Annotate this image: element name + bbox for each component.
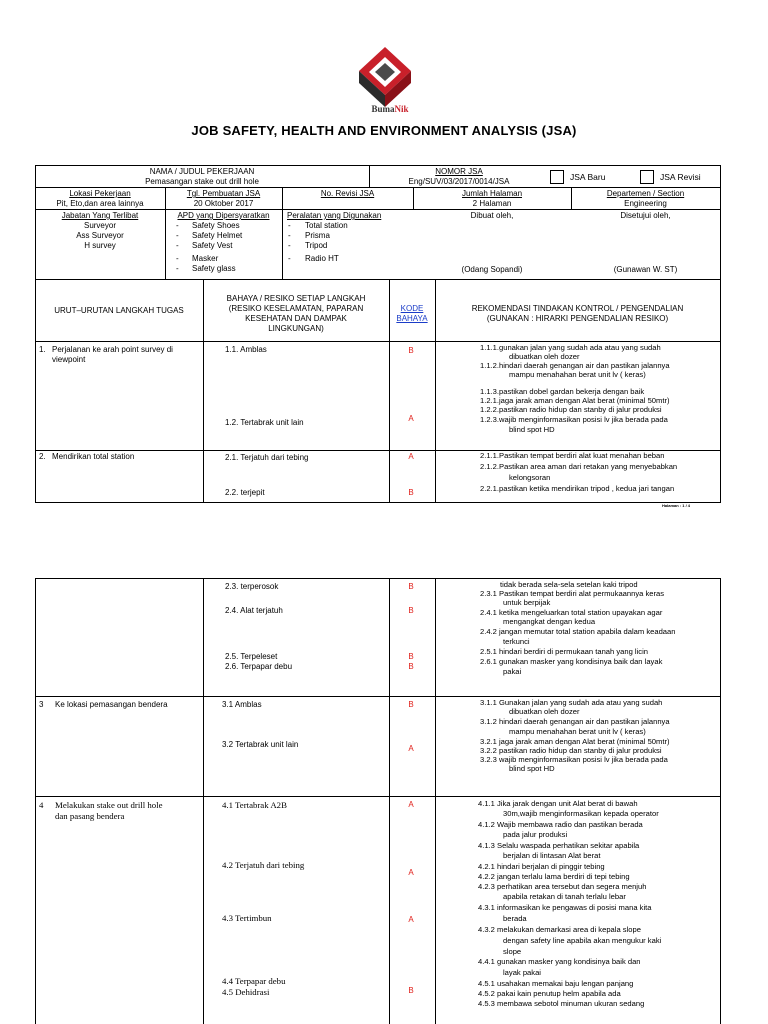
rec-line: 4.1.3 Selalu waspada perhatikan sekitar apabila <box>478 841 640 850</box>
disetujui-label: Disetujui oleh, <box>620 211 671 220</box>
peralatan-bullet: - <box>288 231 291 240</box>
peralatan-bullet: - <box>288 221 291 230</box>
rec-line: 2.4.1 ketika mengeluarkan total station upayakan agar <box>480 608 663 617</box>
rec-line: 4.4.1 gunakan masker yang kondisinya baik dan <box>478 957 641 966</box>
apd-item: Safety Vest <box>192 241 233 250</box>
hazard-item: 1.2. Tertabrak unit lain <box>225 418 304 427</box>
apd-item: Safety Shoes <box>192 221 240 230</box>
halaman-value: 2 Halaman <box>472 199 512 208</box>
hazard-code: A <box>408 868 414 877</box>
hazard-code: B <box>408 652 414 661</box>
rec-line: pada jalur produksi <box>503 830 568 839</box>
rec-line: dibuatkan oleh dozer <box>509 707 580 716</box>
hazard-code: B <box>408 700 414 709</box>
apd-label: APD yang Dipersyaratkan <box>177 211 270 220</box>
rec-line: 1.1.1.gunakan jalan yang sudah ada atau yang sudah <box>480 343 661 352</box>
disetujui-name: (Gunawan W. ST) <box>613 265 678 274</box>
rec-line: 4.5.1 usahakan memakai baju lengan panjang <box>478 979 634 988</box>
hazard-item: 4.5 Dehidrasi <box>222 987 270 997</box>
rec-line: blind spot HD <box>509 764 555 773</box>
halaman-label: Jumlah Halaman <box>461 189 523 198</box>
hazard-code: A <box>408 744 414 753</box>
hazard-code: B <box>408 488 414 497</box>
step-number: 1. <box>39 345 46 354</box>
rec-line: blind spot HD <box>509 425 555 434</box>
rec-line: dibuatkan oleh dozer <box>509 352 580 361</box>
rec-line: berjalan di lintasan Alat berat <box>503 851 601 860</box>
col-bahaya: KESEHATAN DAN DAMPAK <box>245 314 347 323</box>
peralatan-label: Peralatan yang Digunakan <box>287 211 382 220</box>
rec-line: 4.2.2 jangan terlalu lama berdiri di tepi tebing <box>478 872 630 881</box>
rec-line: 1.2.2.pastikan radio hidup dan stanby di jalur produksi <box>480 405 662 414</box>
jabatan-label: Jabatan Yang Terlibat <box>61 211 139 220</box>
step-number: 3 <box>39 700 44 709</box>
rec-line: pakai <box>503 667 522 676</box>
rec-line: 2.6.1 gunakan masker yang kondisinya baik dan layak <box>480 657 663 666</box>
step-number: 4 <box>39 800 44 810</box>
peralatan-item: Total station <box>305 221 348 230</box>
jsa-baru-label: JSA Baru <box>570 172 606 182</box>
step-text: Ke lokasi pemasangan bendera <box>55 700 168 709</box>
hazard-item: 2.3. terperosok <box>225 582 279 591</box>
rec-line: 3.1.2 hindari daerah genangan air dan pastikan jalannya <box>480 717 670 726</box>
rec-line: 3.2.1 jaga jarak aman dengan Alat berat (minimal 50mtr) <box>480 737 670 746</box>
apd-item: Safety Helmet <box>192 231 243 240</box>
rec-line: 4.2.1 hindari berjalan di pinggir tebing <box>478 862 605 871</box>
apd-item: Masker <box>192 254 219 263</box>
hazard-item: 4.4 Terpapar debu <box>222 976 286 986</box>
jabatan-item: Surveyor <box>83 221 116 230</box>
lokasi-label: Lokasi Pekerjaan <box>69 189 131 198</box>
dibuat-name: (Odang Sopandi) <box>461 265 523 274</box>
rec-line: mampu menahahan berat unit lv ( keras) <box>509 727 646 736</box>
hazard-code: A <box>408 915 414 924</box>
rec-line: 1.1.3.pastikan dobel gardan bekerja dengan baik <box>480 387 645 396</box>
col-bahaya: (RESIKO KESELAMATAN, PAPARAN <box>228 304 364 313</box>
step-text: Perjalanan ke arah point survey di <box>52 345 173 354</box>
apd-bullet: - <box>176 254 179 263</box>
jsa-revisi-label: JSA Revisi <box>660 172 701 182</box>
peralatan-item: Tripod <box>305 241 328 250</box>
rec-line: 4.2.3 perhatikan area tersebut dan segera menjuh <box>478 882 647 891</box>
rec-line: 2.3.1 Pastikan tempat berdiri alat permukaannya keras <box>480 589 665 598</box>
hazard-code: A <box>408 414 414 423</box>
rec-line: 4.5.2 pakai kain penutup helm apabila ada <box>478 989 621 998</box>
peralatan-item: Radio HT <box>305 254 339 263</box>
rec-line: kelongsoran <box>509 473 551 482</box>
rec-line: tidak berada sela-sela setelan kaki tripod <box>500 580 638 589</box>
nama-label: NAMA / JUDUL PEKERJAAN <box>149 167 255 176</box>
rec-line: 2.1.1.Pastikan tempat berdiri alat kuat menahan beban <box>480 451 665 460</box>
rec-line: mengangkat dengan kedua <box>503 617 596 626</box>
rec-line: mampu menahahan berat unit lv ( keras) <box>509 370 646 379</box>
col-kode-link[interactable]: KODE <box>400 304 424 313</box>
hazard-item: 4.2 Terjatuh dari tebing <box>222 860 305 870</box>
rec-line: untuk berpijak <box>503 598 551 607</box>
jabatan-item: H survey <box>84 241 116 250</box>
hazard-item: 2.5. Terpeleset <box>225 652 278 661</box>
rec-line: terkunci <box>503 637 530 646</box>
dept-label: Departemen / Section <box>606 189 685 198</box>
step-text: dan pasang bendera <box>55 811 125 821</box>
rec-line: 4.1.1 Jika jarak dengan unit Alat berat di bawah <box>478 799 638 808</box>
col-rekom: REKOMENDASI TINDAKAN KONTROL / PENGENDALIAN <box>471 304 684 313</box>
rec-line: berada <box>503 914 527 923</box>
apd-bullet: - <box>176 231 179 240</box>
hazard-item: 2.2. terjepit <box>225 488 265 497</box>
col-rekom: (GUNAKAN : HIRARKI PENGENDALIAN RESIKO) <box>486 314 669 323</box>
peralatan-bullet: - <box>288 254 291 263</box>
hazard-code: A <box>408 800 414 809</box>
nomor-label: NOMOR JSA <box>435 167 483 176</box>
rec-line: 1.2.1.jaga jarak aman dengan Alat berat (minimal 50mtr) <box>480 396 670 405</box>
page-2 <box>0 578 768 1024</box>
rec-line: 4.3.1 informasikan ke pengawas di posisi mana kita <box>478 903 652 912</box>
dept-value: Engineering <box>624 199 667 208</box>
rec-line: 1.2.3.wajib menginformasikan posisi lv jika berada pada <box>480 415 668 424</box>
jsa-baru-checkbox[interactable] <box>550 170 564 184</box>
step-text: Melakukan stake out drill hole <box>55 800 163 810</box>
hazard-item: 3.1 Amblas <box>222 700 262 709</box>
hazard-item: 3.2 Tertabrak unit lain <box>222 740 299 749</box>
col-kode-link[interactable]: BAHAYA <box>396 314 428 323</box>
hazard-code: B <box>408 662 414 671</box>
rec-line: 2.2.1.pastikan ketika mendirikan tripod , kedua jari tangan <box>480 484 675 493</box>
jsa-revisi-checkbox[interactable] <box>640 170 654 184</box>
hazard-item: 2.1. Terjatuh dari tebing <box>225 453 309 462</box>
tgl-label: Tgl. Pembuatan JSA <box>186 189 261 198</box>
brand-name: BumaNik <box>371 104 409 114</box>
revisi-label: No. Revisi JSA <box>320 189 375 198</box>
step-text: viewpoint <box>52 355 86 364</box>
page-footer: Halaman : 1 / 4 <box>662 503 691 508</box>
hazard-code: A <box>408 452 414 461</box>
apd-bullet: - <box>176 264 179 273</box>
rec-line: 2.1.2.Pastikan area aman dari retakan yang menyebabkan <box>480 462 678 471</box>
hazard-item: 4.1 Tertabrak A2B <box>222 800 287 810</box>
rec-line: 3.1.1 Gunakan jalan yang sudah ada atau yang sudah <box>480 698 663 707</box>
jabatan-item: Ass Surveyor <box>76 231 124 240</box>
dibuat-label: Dibuat oleh, <box>470 211 514 220</box>
rec-line: layak pakai <box>503 968 541 977</box>
hazard-item: 4.3 Tertimbun <box>222 913 272 923</box>
rec-line: 2.5.1 hindari berdiri di permukaan tanah yang licin <box>480 647 649 656</box>
step-text: Mendirikan total station <box>52 452 135 461</box>
bumanik-logo-icon <box>355 45 415 109</box>
rec-line: 4.5.3 membawa sebotol minuman ukuran sedang <box>478 999 645 1008</box>
rec-line: 4.1.2 Wajib membawa radio dan pastikan berada <box>478 820 643 829</box>
rec-line: slope <box>503 947 522 956</box>
hazard-code: B <box>408 346 414 355</box>
hazard-item: 2.4. Alat terjatuh <box>225 606 283 615</box>
hazard-code: B <box>408 582 414 591</box>
hazard-item: 1.1. Amblas <box>225 345 267 354</box>
hazard-code: B <box>408 986 414 995</box>
apd-bullet: - <box>176 221 179 230</box>
peralatan-item: Prisma <box>305 231 330 240</box>
tgl-value: 20 Oktober 2017 <box>193 199 254 208</box>
rec-line: 4.3.2 melakukan demarkasi area di kepala slope <box>478 925 641 934</box>
hazard-code: B <box>408 606 414 615</box>
rec-line: apabila retakan di tanah terlalu lebar <box>503 892 626 901</box>
peralatan-bullet: - <box>288 241 291 250</box>
apd-item: Safety glass <box>192 264 236 273</box>
rec-line: 3.2.2 pastikan radio hidup dan stanby di jalur produksi <box>480 746 662 755</box>
col-bahaya: LINGKUNGAN) <box>268 324 324 333</box>
hazard-item: 2.6. Terpapar debu <box>225 662 293 671</box>
nomor-value: Eng/SUV/03/2017/0014/JSA <box>408 177 510 186</box>
document-title: JOB SAFETY, HEALTH AND ENVIRONMENT ANALYSIS (JSA) <box>191 123 577 138</box>
rec-line: 2.4.2 jangan memutar total station apabila dalam keadaan <box>480 627 676 636</box>
rec-line: dengan safety line apabila akan mengukur kaki <box>503 936 662 945</box>
col-urut: URUT–URUTAN LANGKAH TUGAS <box>54 306 184 315</box>
col-bahaya: BAHAYA / RESIKO SETIAP LANGKAH <box>226 294 366 303</box>
rec-line: 3.2.3 wajib menginformasikan posisi lv jika berada pada <box>480 755 668 764</box>
lokasi-value: Pit, Eto,dan area lainnya <box>56 199 144 208</box>
step-number: 2. <box>39 452 46 461</box>
nama-value: Pemasangan stake out drill hole <box>145 177 259 186</box>
apd-bullet: - <box>176 241 179 250</box>
rec-line: 1.1.2.hindari daerah genangan air dan pastikan jalannya <box>480 361 670 370</box>
rec-line: 30m,wajib menginformasikan kepada operator <box>503 809 659 818</box>
